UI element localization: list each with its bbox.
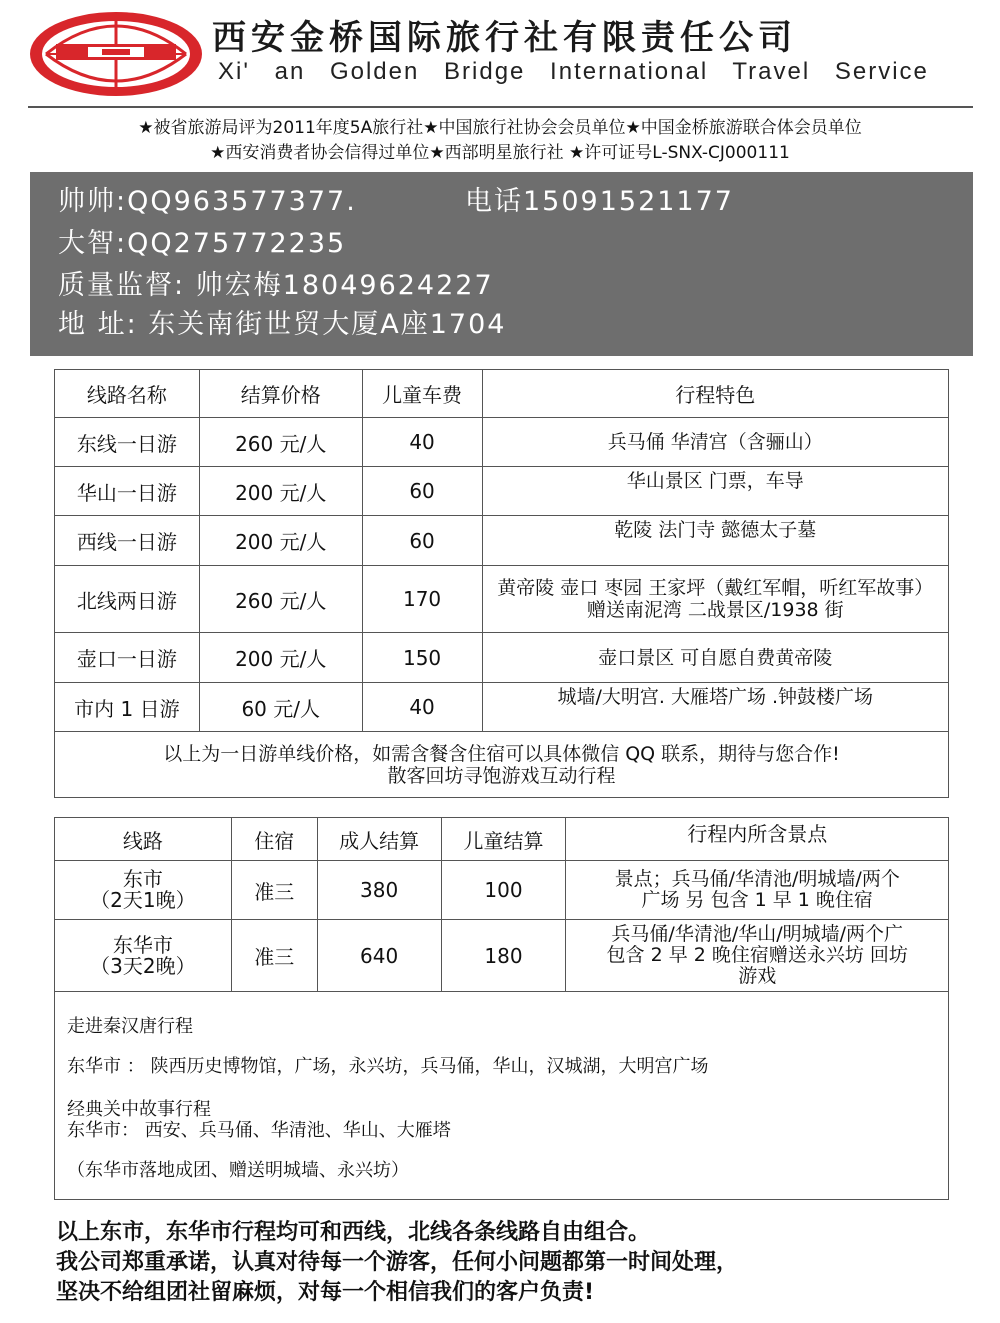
header-attractions: 行程内所含景点 xyxy=(566,818,949,861)
route-feature: 华山景区 门票，车导 xyxy=(482,467,949,516)
itinerary-heading-2: 经典关中故事行程 xyxy=(67,1099,211,1120)
header-divider xyxy=(28,106,973,108)
honors-line-1: ★被省旅游局评为2011年度5A旅行社★中国旅行社协会会员单位★中国金桥旅游联合体会员单位 xyxy=(138,118,862,138)
attractions-cell xyxy=(566,861,949,920)
route-name: 西线一日游 xyxy=(55,516,200,566)
header-price: 结算价格 xyxy=(199,370,362,418)
contact-qq-2: 大智:QQ275772235 xyxy=(58,228,347,259)
company-title-en: Xi' an Golden Bridge International Travel Service xyxy=(218,58,929,85)
route-feature: 乾陵 法门寺 懿德太子墓 xyxy=(482,516,949,566)
attractions-line-2: 包含 2 早 2 晚住宿赠送永兴坊 回坊 xyxy=(606,944,908,966)
attractions-line-3: 游戏 xyxy=(738,965,777,987)
attractions-cell xyxy=(566,920,949,992)
contact-address: 地 址: 东关南街世贸大厦A座1704 xyxy=(58,309,507,340)
honors xyxy=(20,116,980,166)
price-note-line-1: 以上为一日游单线价格，如需含餐含住宿可以具体微信 QQ 联系，期待与您合作! xyxy=(163,742,840,765)
honors-line-2: ★西安消费者协会信得过单位★西部明星旅行社 ★许可证号L-SNX-CJ000111 xyxy=(210,143,790,163)
route-child-fee: 60 xyxy=(362,467,482,516)
header-child: 儿童结算 xyxy=(441,818,566,861)
footer-line-3: 坚决不给组团社留麻烦，对每一个相信我们的客户负责! xyxy=(56,1280,595,1305)
route-price: 260 元/人 xyxy=(199,566,362,633)
company-title-cn: 西安金桥国际旅行社有限责任公司 xyxy=(212,18,797,58)
route-feature: 兵马俑 华清宫（含骊山） xyxy=(482,418,949,467)
header xyxy=(0,0,1000,110)
route-child-fee: 40 xyxy=(362,683,482,732)
table-row xyxy=(55,467,949,516)
route-price: 60 元/人 xyxy=(199,683,362,732)
route-price: 260 元/人 xyxy=(199,418,362,467)
route-name: 华山一日游 xyxy=(55,467,200,516)
header-route-name: 线路名称 xyxy=(55,370,200,418)
footer-line-1: 以上东市，东华市行程均可和西线，北线各条线路自由组合。 xyxy=(56,1220,651,1245)
day-tour-table xyxy=(54,369,949,798)
attractions-line-1: 兵马俑/华清池/华山/明城墙/两个广 xyxy=(611,923,904,945)
itinerary-line-3: （东华市落地成团、赠送明城墙、永兴坊） xyxy=(67,1160,409,1181)
route-feature: 壶口景区 可自愿自费黄帝陵 xyxy=(482,633,949,683)
route-child-fee: 40 xyxy=(362,418,482,467)
hotel-level: 准三 xyxy=(231,920,317,992)
route-child-fee: 60 xyxy=(362,516,482,566)
child-price: 100 xyxy=(441,861,566,920)
hotel-level: 准三 xyxy=(231,861,317,920)
route-cell xyxy=(55,920,232,992)
route-line-2: （2天1晚） xyxy=(90,888,196,912)
route-line-1: 东市 xyxy=(122,867,163,891)
contact-qq-1: 帅帅:QQ963577377. xyxy=(58,186,357,217)
header-child-fee: 儿童车费 xyxy=(362,370,482,418)
price-note xyxy=(55,732,949,798)
footer-line-2: 我公司郑重承诺，认真对待每一个游客，任何小问题都第一时间处理， xyxy=(56,1250,739,1275)
table-row xyxy=(55,566,949,633)
itinerary-line-2: 东华市： 西安、兵马俑、华清池、华山、大雁塔 xyxy=(67,1120,451,1141)
route-name: 东线一日游 xyxy=(55,418,200,467)
contact-phone: 电话15091521177 xyxy=(465,186,734,217)
child-price: 180 xyxy=(441,920,566,992)
header-hotel: 住宿 xyxy=(231,818,317,861)
route-name: 北线两日游 xyxy=(55,566,200,633)
itinerary-heading-1: 走进秦汉唐行程 xyxy=(67,1016,193,1037)
contact-supervisor: 质量监督: 帅宏梅18049624227 xyxy=(58,270,494,301)
table-row xyxy=(55,418,949,467)
header-feature: 行程特色 xyxy=(482,370,949,418)
route-child-fee: 170 xyxy=(362,566,482,633)
multi-day-table xyxy=(54,817,949,992)
route-child-fee: 150 xyxy=(362,633,482,683)
route-line-2: （3天2晚） xyxy=(90,953,196,978)
company-logo xyxy=(26,8,206,100)
adult-price: 640 xyxy=(317,920,441,992)
attractions-line-1: 景点；兵马俑/华清池/明城墙/两个 xyxy=(614,868,900,890)
table-row xyxy=(55,633,949,683)
table-row xyxy=(55,920,949,992)
itinerary-box xyxy=(54,992,949,1200)
route-line-1: 东华市 xyxy=(112,932,173,957)
route-price: 200 元/人 xyxy=(199,467,362,516)
route-name: 壶口一日游 xyxy=(55,633,200,683)
route-feature: 城墙/大明宫. 大雁塔广场 .钟鼓楼广场 xyxy=(482,683,949,732)
route-feature: 黄帝陵 壶口 枣园 王家坪（戴红军帽，听红军故事）赠送南泥湾 二战景区/1938 街 xyxy=(482,566,949,633)
route-cell xyxy=(55,861,232,920)
itinerary-line-1: 东华市 ： 陕西历史博物馆，广场，永兴坊，兵马俑，华山，汉城湖，大明宫广场 xyxy=(67,1056,709,1077)
route-price: 200 元/人 xyxy=(199,516,362,566)
route-price: 200 元/人 xyxy=(199,633,362,683)
table-row xyxy=(55,861,949,920)
header-route: 线路 xyxy=(55,818,232,861)
adult-price: 380 xyxy=(317,861,441,920)
route-name: 市内 1 日游 xyxy=(55,683,200,732)
attractions-line-2: 广场 另 包含 1 早 1 晚住宿 xyxy=(641,889,873,911)
header-adult: 成人结算 xyxy=(317,818,441,861)
table-row xyxy=(55,516,949,566)
table-row xyxy=(55,683,949,732)
contact-box xyxy=(30,172,973,356)
footer xyxy=(56,1218,986,1308)
price-note-line-2: 散客回坊寻饱游戏互动行程 xyxy=(387,764,616,787)
